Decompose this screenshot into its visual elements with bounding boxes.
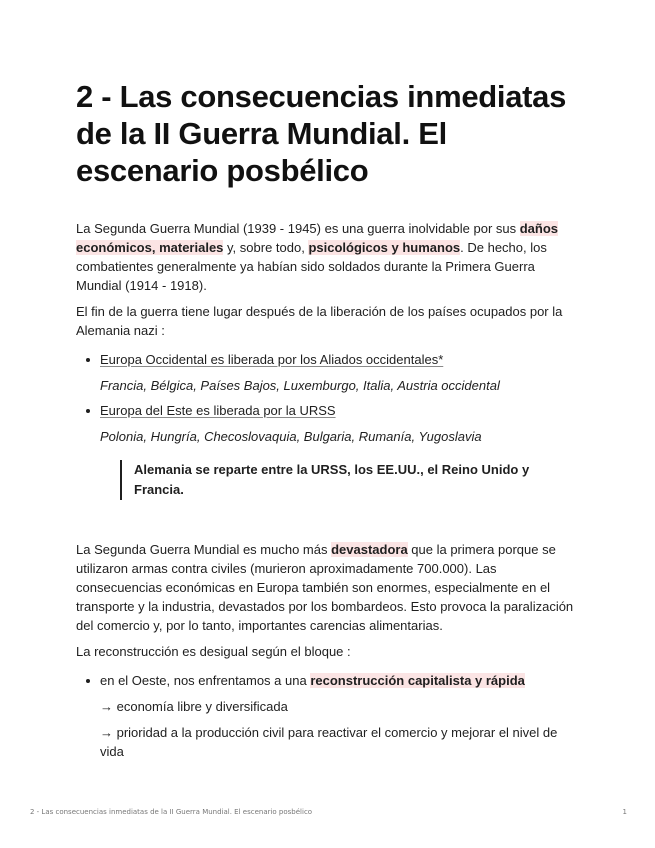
intro-paragraph — [76, 219, 582, 295]
text: en el Oeste, nos enfrentamos a una — [100, 673, 311, 688]
arrow-point: → prioridad a la producción civil para reactivar el comercio y mejorar el nivel de vida — [100, 725, 558, 759]
list-item — [76, 350, 582, 395]
highlight: psicológicos y humanos — [308, 240, 461, 255]
arrow-point: → economía libre y diversificada — [100, 699, 288, 714]
list-item-countries: Francia, Bélgica, Países Bajos, Luxemburgo, Italia, Austria occidental — [100, 378, 500, 393]
reconstruction-paragraph: La reconstrucción es desigual según el bloque : — [76, 644, 351, 659]
list-item — [76, 401, 582, 446]
list-item-label: Europa del Este es liberada por la URSS — [100, 403, 336, 418]
end-of-war-paragraph: El fin de la guerra tiene lugar después de la liberación de los países ocupados por la Alemania nazi : — [76, 304, 563, 338]
liberation-list — [76, 350, 582, 446]
text: . De hecho, los combatientes generalmente ya habían sido soldados durante la Primera Guerra Mundial (1914 - 1918). — [76, 240, 547, 293]
list-item-countries: Polonia, Hungría, Checoslovaquia, Bulgaria, Rumanía, Yugoslavia — [100, 429, 482, 444]
page-title: 2 - Las consecuencias inmediatas de la II Guerra Mundial. El escenario posbélico — [76, 79, 567, 188]
footer-title: 2 - Las consecuencias inmediatas de la II Guerra Mundial. El escenario posbélico — [30, 808, 313, 816]
page-footer — [30, 808, 627, 816]
callout-quote: Alemania se reparte entre la URSS, los EE.UU., el Reino Unido y Francia. — [120, 460, 534, 500]
text: y, sobre todo, — [223, 240, 309, 255]
text: La Segunda Guerra Mundial es mucho más — [76, 542, 332, 557]
devastation-paragraph — [76, 540, 582, 635]
list-item-label: Europa Occidental es liberada por los Aliados occidentales* — [100, 352, 444, 367]
text: La Segunda Guerra Mundial (1939 - 1945) es una guerra inolvidable por sus — [76, 221, 520, 236]
list-item — [76, 671, 582, 761]
text: que la primera porque se utilizaron armas contra civiles (murieron aproximadamente 700.000). Las consecuencias económicas en Europa también son enormes, especialmente en el transporte y la industria, devastados por los bombardeos. Esto provoca la paralización del comercio y, por lo tanto, importantes carencias alimentarias. — [76, 542, 574, 633]
page-number: 1 — [622, 808, 627, 816]
document-page — [76, 78, 582, 761]
highlight: devastadora — [331, 542, 408, 557]
highlight: reconstrucción capitalista y rápida — [310, 673, 525, 688]
highlight: daños económicos, materiales — [76, 221, 559, 255]
reconstruction-list — [76, 671, 582, 761]
